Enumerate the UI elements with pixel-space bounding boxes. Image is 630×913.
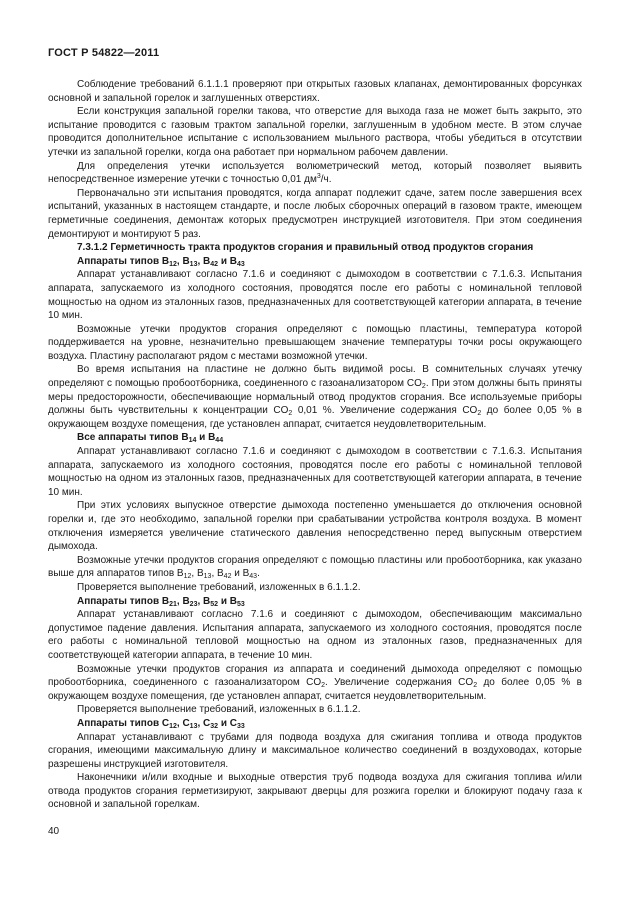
text-run: Соблюдение требований 6.1.1.1 проверяют при открытых газовых клапанах, демонтированных форсунках основной и запальной горелок и заглушенных отверстиях. [48, 79, 582, 104]
text-run: . При этом должны быть приняты меры предосторожности, обеспечивающие нормальный отвод продуктов сгорания. Все используемые приборы должны быть чувствительны к концентрации CO [48, 378, 582, 417]
text-run: , C [176, 717, 190, 729]
text-run: Возможные утечки продуктов сгорания из аппарата и соединений дымохода определяют с помощью пробоотборника, соединенного с газоанализатором CO [48, 663, 582, 689]
document-body [48, 78, 582, 812]
subscript: 32 [210, 722, 219, 730]
text-run: и B [231, 568, 250, 580]
subscript: 53 [236, 600, 245, 608]
subscript: 2 [477, 410, 482, 418]
text-run: Проверяется выполнение требований, изложенных в 6.1.1.2. [77, 581, 361, 593]
text-run: Аппарат устанавливают согласно 7.1.6 и соединяют с дымоходом, обеспечивающим максимально допустимое падение давления. Испытания аппарата, запускаемого из холодного состояния, проводятся после его работы с номинальной тепловой мощностью на одном из эталонных газов, предназначенных для соответствующей категории аппарата, в течение 10 мин. [48, 609, 582, 661]
text-run: , C [197, 717, 211, 729]
section-heading [48, 241, 582, 255]
paragraph [48, 771, 582, 812]
subscript: 52 [210, 600, 219, 608]
subscript: 43 [249, 573, 258, 581]
text-run: Проверяется выполнение требований, изложенных в 6.1.1.2. [77, 704, 361, 716]
text-run: Аппарат устанавливают согласно 7.1.6 и соединяют с дымоходом в соответствии с 7.1.6.3. Испытания аппарата, запускаемого из холодного состояния, проводятся после его работы с номинальной тепловой мощностью на одном из эталонных газов, предназначенных для соответствующей категории аппарата, в течение 10 мин. [48, 269, 582, 322]
subscript: 13 [203, 573, 212, 581]
subscript: 2 [473, 682, 478, 690]
text-run: Возможные утечки продуктов сгорания определяют с помощью пластины, температура которой поддерживается на уровне, незначительно превышающем значение температуры точки росы окружающего воздуха. Пластину располагают рядом с местами возможной утечки. [48, 323, 582, 362]
subscript: 12 [169, 722, 177, 730]
superscript: 3 [316, 173, 321, 181]
subscript: 2 [321, 682, 326, 690]
paragraph [48, 268, 582, 322]
paragraph [48, 160, 582, 187]
paragraph [48, 581, 582, 595]
subscript: 44 [215, 437, 224, 445]
text-run: Аппараты типов B [77, 595, 170, 607]
text-run: , B [197, 595, 211, 607]
text-run: и B [218, 595, 237, 607]
subscript: 14 [188, 437, 197, 445]
text-run: и B [218, 255, 237, 267]
text-run: Для определения утечки используется волюметрический метод, который позволяет выявить непосредственное измерение утечки с точностью 0,01 дм [48, 160, 582, 186]
section-heading [48, 717, 582, 731]
text-run: . Увеличение содержания CO [325, 677, 474, 689]
text-run: и B [196, 432, 216, 444]
subscript: 12 [183, 573, 192, 581]
text-run: /ч. [320, 174, 332, 186]
paragraph [48, 554, 582, 581]
paragraph [48, 703, 582, 717]
text-run: до более 0,05 % в окружающем воздухе помещения, где установлен аппарат, считается неудовлетворительным. [48, 405, 582, 430]
subscript: 43 [236, 260, 245, 268]
document-header: ГОСТ Р 54822—2011 [48, 47, 160, 59]
section-heading [48, 595, 582, 609]
subscript: 42 [223, 573, 232, 581]
subscript: 21 [169, 600, 177, 608]
paragraph [48, 663, 582, 704]
subscript: 13 [189, 260, 198, 268]
paragraph [48, 445, 582, 499]
text-run: . [257, 568, 260, 580]
text-run: Наконечники и/или входные и выходные отверстия труб подвода воздуха для сжигания топлива и/или отвода продуктов сгорания герметизируют, закрывают дверцы для розжига горелки и блокируют подачу газа к основной и запальной горелкам. [48, 772, 582, 811]
paragraph [48, 105, 582, 159]
text-run: и C [218, 717, 237, 729]
subscript: 2 [288, 410, 293, 418]
text-run: Аппараты типов B [77, 255, 170, 267]
subscript: 23 [189, 600, 198, 608]
text-run: Первоначально эти испытания проводятся, когда аппарат подлежит сдаче, затем после завершения всех испытаний, указанных в настоящем стандарте, и после любых сборочных операций в газовом тракте, имеющем герметичные соединения, демонтаж которых предусмотрен инструкцией изготовителя. При этом соединения демонтируют и монтируют 5 раз. [48, 187, 582, 240]
subscript: 13 [189, 722, 198, 730]
text-run: , B [211, 568, 224, 580]
text-run: Все аппараты типов B [77, 432, 189, 444]
section-heading [48, 255, 582, 269]
text-run: При этих условиях выпускное отверстие дымохода постепенно уменьшается до отключения основной горелки и, где это необходимо, запальной горелки при срабатывании устройства контроля воздуха. В момент отключения измеряется увеличение статического давления непосредственно перед выпускным отверстием дымохода. [48, 500, 582, 553]
text-run: Во время испытания на пластине не должно быть видимой росы. В сомнительных случаях утечку определяют с помощью пробоотборника, соединенного с газоанализатором CO [48, 364, 582, 390]
paragraph [48, 78, 582, 105]
paragraph [48, 499, 582, 553]
paragraph [48, 608, 582, 662]
paragraph [48, 731, 582, 772]
text-run: , B [197, 255, 211, 267]
text-run: , B [176, 255, 190, 267]
text-run: , B [176, 595, 190, 607]
subscript: 33 [236, 722, 245, 730]
paragraph [48, 363, 582, 431]
text-run: 0,01 %. Увеличение содержания CO [292, 405, 478, 417]
text-run: Аппараты типов C [77, 717, 170, 729]
text-run: Аппарат устанавливают согласно 7.1.6 и соединяют с дымоходом в соответствии с 7.1.6.3. Испытания аппарата, запускаемого из холодного состояния, проводятся после его работы с номинальной тепловой мощностью на одном из эталонных газов, предназначенных для соответствующей категории аппарата, в течение 10 мин. [48, 446, 582, 498]
text-run: Если конструкция запальной горелки такова, что отверстие для выхода газа не может быть закрыто, это испытание проводится с газовым трактом запальной горелки, заглушенным в удобном месте. В этом случае проводится дополнительное испытание с использованием мыльного раствора, чтобы убедиться в отсутствии утечки из запальной горелки, когда она работает при нормальном рабочем давлении. [48, 106, 582, 158]
page-number: 40 [48, 826, 60, 837]
subscript: 42 [210, 260, 219, 268]
text-run: Аппарат устанавливают с трубами для подвода воздуха для сжигания топлива и отвода продуктов сгорания, имеющими максимальную длину и максимальное количество соединений в воздуховодах, которые разрешены инструкцией изготовителя. [48, 731, 582, 770]
paragraph [48, 323, 582, 364]
text-run: Возможные утечки продуктов сгорания определяют с помощью пластины или пробоотборника, как указано выше для аппаратов типов B [48, 554, 582, 580]
text-run: , B [191, 568, 204, 580]
paragraph [48, 187, 582, 241]
section-heading [48, 431, 582, 445]
text-run: до более 0,05 % в окружающем воздухе помещения, где установлен аппарат, считается неудовлетворительным. [48, 677, 582, 702]
subscript: 2 [421, 383, 426, 391]
text-run: 7.3.1.2 Герметичность тракта продуктов сгорания и правильный отвод продуктов сгорания [77, 242, 534, 254]
subscript: 12 [169, 260, 177, 268]
